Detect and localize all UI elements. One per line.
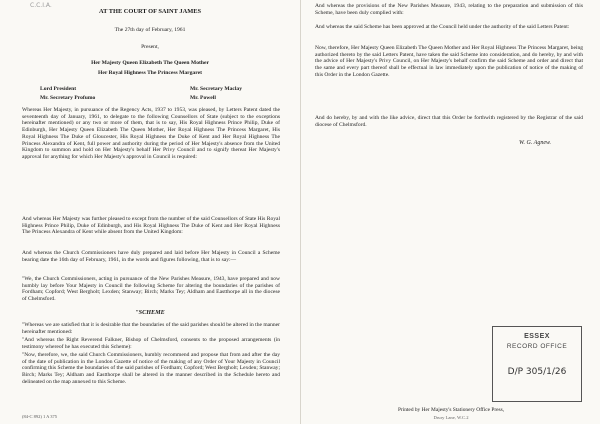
printer-line: Printed by Her Majesty's Stationery Office Press, <box>397 407 505 413</box>
paragraph-confirm: Now, therefore, Her Majesty Queen Elizabeth The Queen Mother and Her Royal Highness The Princess Margaret, being authorized thereto by the said Letters Patent, have taken the said Scheme into consideration, and do hereby, by and with the advice of Her Majesty's Privy Council, on Her Majesty's behalf confirm the said Scheme and order and direct that the same and every part thereof shall be effectual in law immediately upon the publication of notice of the making of this Order in the London Gazette. <box>315 45 583 78</box>
royal-2: Her Royal Highness The Princess Margaret <box>98 70 202 76</box>
court-header: AT THE COURT OF SAINT JAMES <box>98 8 202 15</box>
official-lord-president: Lord President <box>40 86 77 92</box>
essex-record-office-stamp <box>492 326 582 402</box>
order-date: The 27th day of February, 1961 <box>114 27 186 33</box>
paragraph-register: And do hereby, by and with the like advice, direct that this Order be forthwith registered by the Registrar of the said diocese of Chelmsford. <box>315 115 583 128</box>
royal-1: Her Majesty Queen Elizabeth The Queen Mother <box>91 60 209 66</box>
paragraph-scheme-intro: "We, the Church Commissioners, acting in pursuance of the New Parishes Measure, 1943, have prepared and now humbly lay before Your Majesty in Council the following Scheme for altering the boundaries of the parishes of Fordham; Copford; West Bergholt; Lexden; Stanway; Birch; Marks Tey; Aldham and Eastthorpe all in the diocese of Chelmsford. <box>22 276 280 303</box>
print-code: (84-C 892) 1 A 375 <box>22 414 58 419</box>
printer-address: Drury Lane, W.C.2 <box>433 415 469 420</box>
paragraph-approved: And whereas the said Scheme has been approved at the Council held under the authority of the said Letters Patent: <box>315 24 570 30</box>
present-label: Present, <box>141 44 159 50</box>
official-maclay: Mr. Secretary Maclay <box>190 86 243 92</box>
stamp-line-1: ESSEX <box>524 333 550 340</box>
stamp-reference: D/P 305/1/26 <box>507 367 567 377</box>
paragraph-exceptions: And whereas Her Majesty was further pleased to except from the number of the said Counsellors of State His Royal Highness Prince Philip, Duke of Edinburgh, and His Royal Highness The Duke of Kent and Her Royal Highness The Princess Alexandra of Kent while absent from the United Kingdom: <box>22 216 280 236</box>
paragraph-regency: Whereas Her Majesty, in pursuance of the Regency Acts, 1937 to 1953, was pleased, by Letters Patent dated the seventeenth day of January, 1961, to delegate to the following Counsellors of State (subject to the exceptions hereinafter mentioned) or any two or more of them, that is to say, His Royal Highness Prince Philip, Duke of Edinburgh, Her Majesty Queen Elizabeth The Queen Mother, Her Royal Highness The Princess Margaret, His Royal Highness The Duke of Gloucester, His Royal Highness the Duke of Kent and Her Royal Highness The Princess Alexandra of Kent, full power and authority during the period of Her Majesty's absence from the United Kingdom to summon and hold on Her Majesty's behalf Her Privy Council and to signify thereat Her Majesty's approval for anything for which Her Majesty's approval in Council is required: <box>22 107 280 161</box>
scheme-heading: "SCHEME <box>135 309 165 316</box>
paragraph-recommend: "Now, therefore, we, the said Church Commissioners, humbly recommend and propose that from and after the day of the date of publication in the London Gazette of notice of the making of any Order of Your Majesty in Council confirming this Scheme the boundaries of the said parishes of Fordham; Copford; West Bergholt; Lexden; Stanway; Birch; Marks Tey; Aldham and Eastthorpe shall be altered in the manner described in the Schedule hereto and delineated on the map annexed to this Scheme. <box>22 352 280 385</box>
paragraph-commissioners: And whereas the Church Commissioners have duly prepared and laid before Her Majesty in Council a Scheme bearing date the 16th day of February, 1961, in the words and figures following, that is to say:— <box>22 250 280 263</box>
paragraph-bishop-consent: "And whereas the Right Reverend Falkner, Bishop of Chelmsford, consents to the proposed arrangements (in testimony whereof he has executed this Scheme): <box>22 337 280 350</box>
official-profumo: Mr. Secretary Profumo <box>40 95 96 101</box>
official-powell: Mr. Powell <box>190 95 216 101</box>
paragraph-provisions: And whereas the provisions of the New Parishes Measure, 1943, relating to the preparation and submission of this Scheme, have been duly complied with: <box>315 3 583 16</box>
paragraph-satisfied: "Whereas we are satisfied that it is desirable that the boundaries of the said parishes should be altered in the manner hereinafter mentioned: <box>22 322 280 335</box>
pencil-note: C.C.I.A. <box>30 2 52 9</box>
signature-agnew: W. G. Agnew. <box>519 140 552 146</box>
stamp-line-2: RECORD OFFICE <box>506 343 568 350</box>
